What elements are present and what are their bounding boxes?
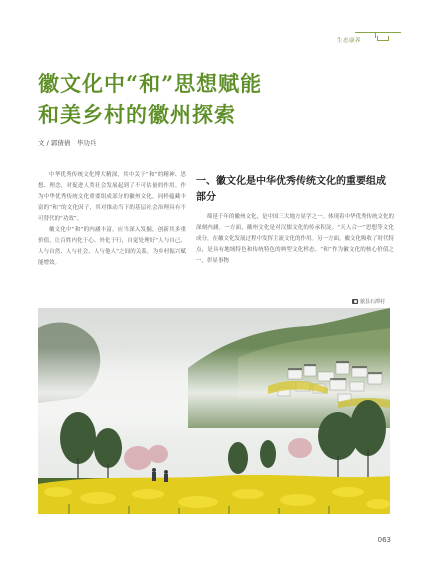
article-title-line-1: 徽文化中“和”思想赋能	[38, 71, 263, 96]
article-title	[38, 68, 262, 130]
right-paragraph-1: 绵延千年的徽州文化，是中国三大地方显学之一。体现着中华优秀传统文化的深刻内涵。一方面，徽州文化是对汉儒文化的传承积淀。“天人合一”思想等文化成分，在徽文化发展过程中发挥主流文化的作用。另一方面，徽文化吸收了时代特点，是具有地域特色和传统特色的典型文化样态。“和”作为徽文化的核心价值之一，彰显事物	[196, 214, 395, 264]
photo-credit-text: 歙县石潭村	[360, 299, 386, 305]
tag-ornament	[377, 36, 389, 41]
village-photo	[38, 308, 390, 514]
left-column	[38, 170, 186, 269]
tag-rule-tick	[375, 32, 376, 38]
left-paragraph-1: 中华优秀传统文化博大精深，其中关于“和”的精神、思想、理念，对促进人类社会发展起到了不可估量的作用。作为中华优秀传统文化重要组成部分的徽州文化，同样蕴藏丰富的“和”的文化因子，其对推动当下的基层社会治理具有不可替代的“功效”。	[38, 172, 186, 222]
page-number: 063	[377, 536, 391, 544]
left-paragraph-2: 徽文化中“和”的内涵丰富，应当深入发掘，创新其多重价值，让百姓内化于心、外化于行，自觉处理好“人与自己、人与自然、人与社会、人与他人”之间的关系，为乡村振兴赋能增效。	[38, 227, 186, 266]
section-tag	[337, 22, 407, 48]
tag-rule	[355, 32, 401, 33]
article-title-line-2: 和美乡村的徽州探索	[38, 102, 236, 127]
byline: 文 / 郭倩倩 毕功兵	[38, 139, 97, 147]
section-tag-label: 生态康养	[337, 38, 362, 44]
village-photo-illustration	[38, 308, 390, 514]
section-heading: 一、徽文化是中华优秀传统文化的重要组成部分	[196, 176, 386, 203]
photo-credit	[352, 298, 385, 305]
right-column	[196, 212, 394, 267]
camera-icon	[352, 299, 358, 304]
